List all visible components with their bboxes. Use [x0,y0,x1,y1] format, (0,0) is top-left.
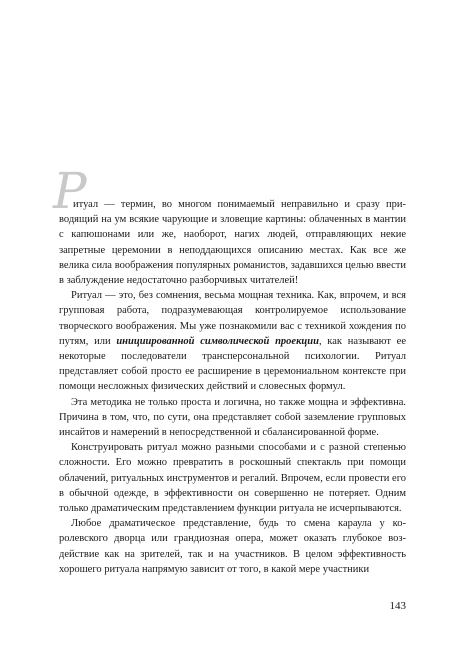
paragraph-2-text-start: Ритуал — это, без сомнения, весьма мощная техника. Как, впрочем, и вся групповая работа, подразумевающая контролируемое использование творческого воображения. Мы уже познакомили вас с техникой хождения по путям, или [59,290,406,347]
page-number: 143 [389,600,406,612]
paragraph-3 [59,395,406,441]
paragraph-4 [59,440,406,516]
paragraph-1-text: итуал — термин, во многом понимаемый неправильно и сразу приводящий на ум всякие чарующие и зловещие картины: облаченных в мантии с капюшонами или же, наоборот, нагих людей, отправляющих некие запретные церемонии в неподдающихся описанию местах. Как все же велика сила воображения популярных романистов, задавшихся целью ввести в заблуждение недостаточно разборчивых читателей! [59,199,406,287]
drop-cap-letter: Р [53,162,87,220]
paragraph-2-text-end: , как называют ее некоторые последователи трансперсональной психологии. Ритуал представляет собой просто ее расширение в церемониальном контексте при помощи несложных физических действий и словесных формул. [59,335,406,393]
paragraph-3-text: Эта методика не только проста и логична, но также мощна и эффективна. Причина в том, что, по сути, она представляет собой заземление групповых инсайтов и намерений в непосредственной и сбалансированной форме. [59,396,406,439]
paragraph-2 [59,288,406,394]
paragraph-5-text: Любое драматическое представление, будь то смена караула у королевского дворца или грандиозная опера, может оказать глубокое воздействие как на зрителей, так и на участников. В целом эффективность хорошего ритуала напрямую зависит от того, в какой мере участники [59,518,406,575]
emphasized-term: инициированной символической проекции [116,335,319,347]
body-text [59,197,406,577]
paragraph-4-text: Конструировать ритуал можно разными способами и с разной степенью сложности. Его можно превратить в роскошный спектакль при помощи облачений, ритуальных инструментов и регалий. Впрочем, если провести его в обычной одежде, в эффективности он совершенно не потеряет. Одним только драматическим представлением функции ритуала не исчерпываются. [59,442,406,515]
paragraph-5 [59,516,406,577]
paragraph-1 [59,197,406,288]
